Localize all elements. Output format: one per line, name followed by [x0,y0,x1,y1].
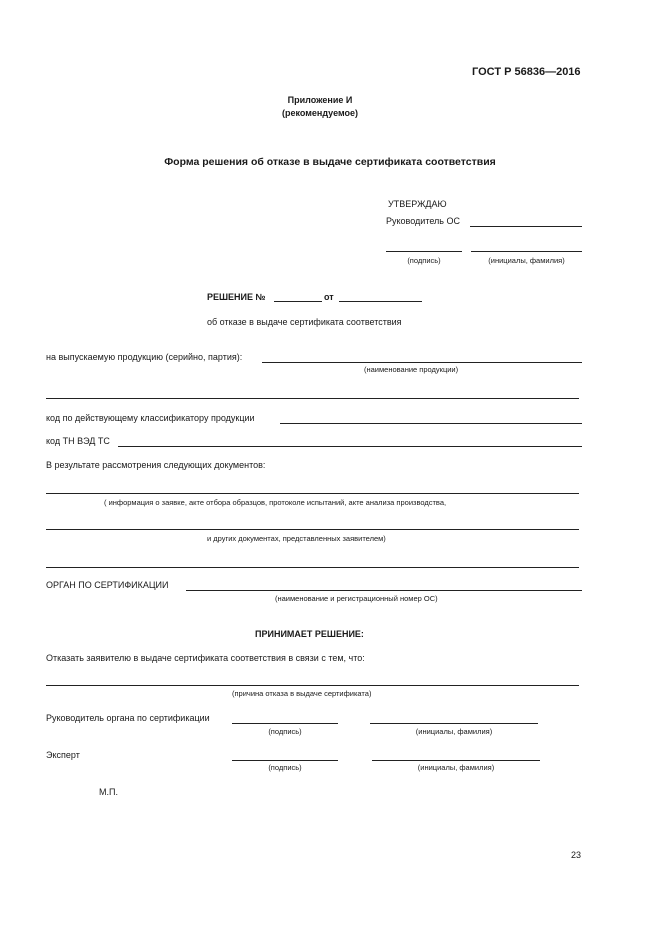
classifier-label: код по действующему классификатору продукции [46,413,255,423]
approval-name-caption: (инициалы, фамилия) [488,256,565,265]
documents-line-1 [46,493,579,494]
certification-body-line [186,590,582,591]
decision-label: РЕШЕНИЕ № [207,292,266,302]
resolution-text: Отказать заявителю в выдаче сертификата соответствия в связи с тем, что: [46,653,365,663]
tn-ved-label: код ТН ВЭД ТС [46,436,110,446]
appendix-subtitle: (рекомендуемое) [282,108,358,118]
expert-signature-caption: (подпись) [268,763,302,772]
approval-name-line [471,251,582,252]
standard-designation: ГОСТ Р 56836—2016 [472,66,581,78]
documents-line-2 [46,529,579,530]
expert-signature-line [232,760,338,761]
head-name-caption: (инициалы, фамилия) [415,727,493,736]
documents-intro: В результате рассмотрения следующих документов: [46,460,266,470]
page-number: 23 [571,850,582,860]
product-extra-line [46,398,579,399]
resolution-heading: ПРИНИМАЕТ РЕШЕНИЕ: [255,629,364,639]
tn-ved-line [118,446,582,447]
documents-line-3 [46,567,579,568]
documents-caption-1: ( информация о заявке, акте отбора образцов, протоколе испытаний, акте анализа производства, [104,498,447,507]
head-signature-caption: (подпись) [268,727,302,736]
certification-body-label: ОРГАН ПО СЕРТИФИКАЦИИ [46,580,169,590]
certification-body-caption: (наименование и регистрационный номер ОС) [275,594,438,603]
head-name-line [370,723,538,724]
expert-name-line [372,760,540,761]
product-caption: (наименование продукции) [364,365,459,374]
expert-name-caption: (инициалы, фамилия) [417,763,495,772]
seal-placeholder: М.П. [99,787,118,797]
approval-signature-line [386,251,462,252]
approval-signature-caption: (подпись) [407,256,441,265]
decision-number-line [274,301,322,302]
appendix-title: Приложение И [287,95,353,105]
expert-label: Эксперт [46,750,80,760]
head-signature-line [232,723,338,724]
approval-approve: УТВЕРЖДАЮ [388,199,447,209]
reason-caption: (причина отказа в выдаче сертификата) [232,689,372,698]
classifier-line [280,423,582,424]
documents-caption-2: и других документах, представленных заявителем) [207,534,386,543]
decision-subtitle: об отказе в выдаче сертификата соответствия [207,317,402,327]
product-line [262,362,582,363]
approval-head-line [470,226,582,227]
decision-from: от [324,292,334,302]
decision-date-line [339,301,422,302]
form-title: Форма решения об отказе в выдаче сертификата соответствия [164,156,496,168]
head-signature-label: Руководитель органа по сертификации [46,713,210,723]
reason-line [46,685,579,686]
approval-head-label: Руководитель ОС [386,216,460,226]
product-label: на выпускаемую продукцию (серийно, партия): [46,352,243,362]
